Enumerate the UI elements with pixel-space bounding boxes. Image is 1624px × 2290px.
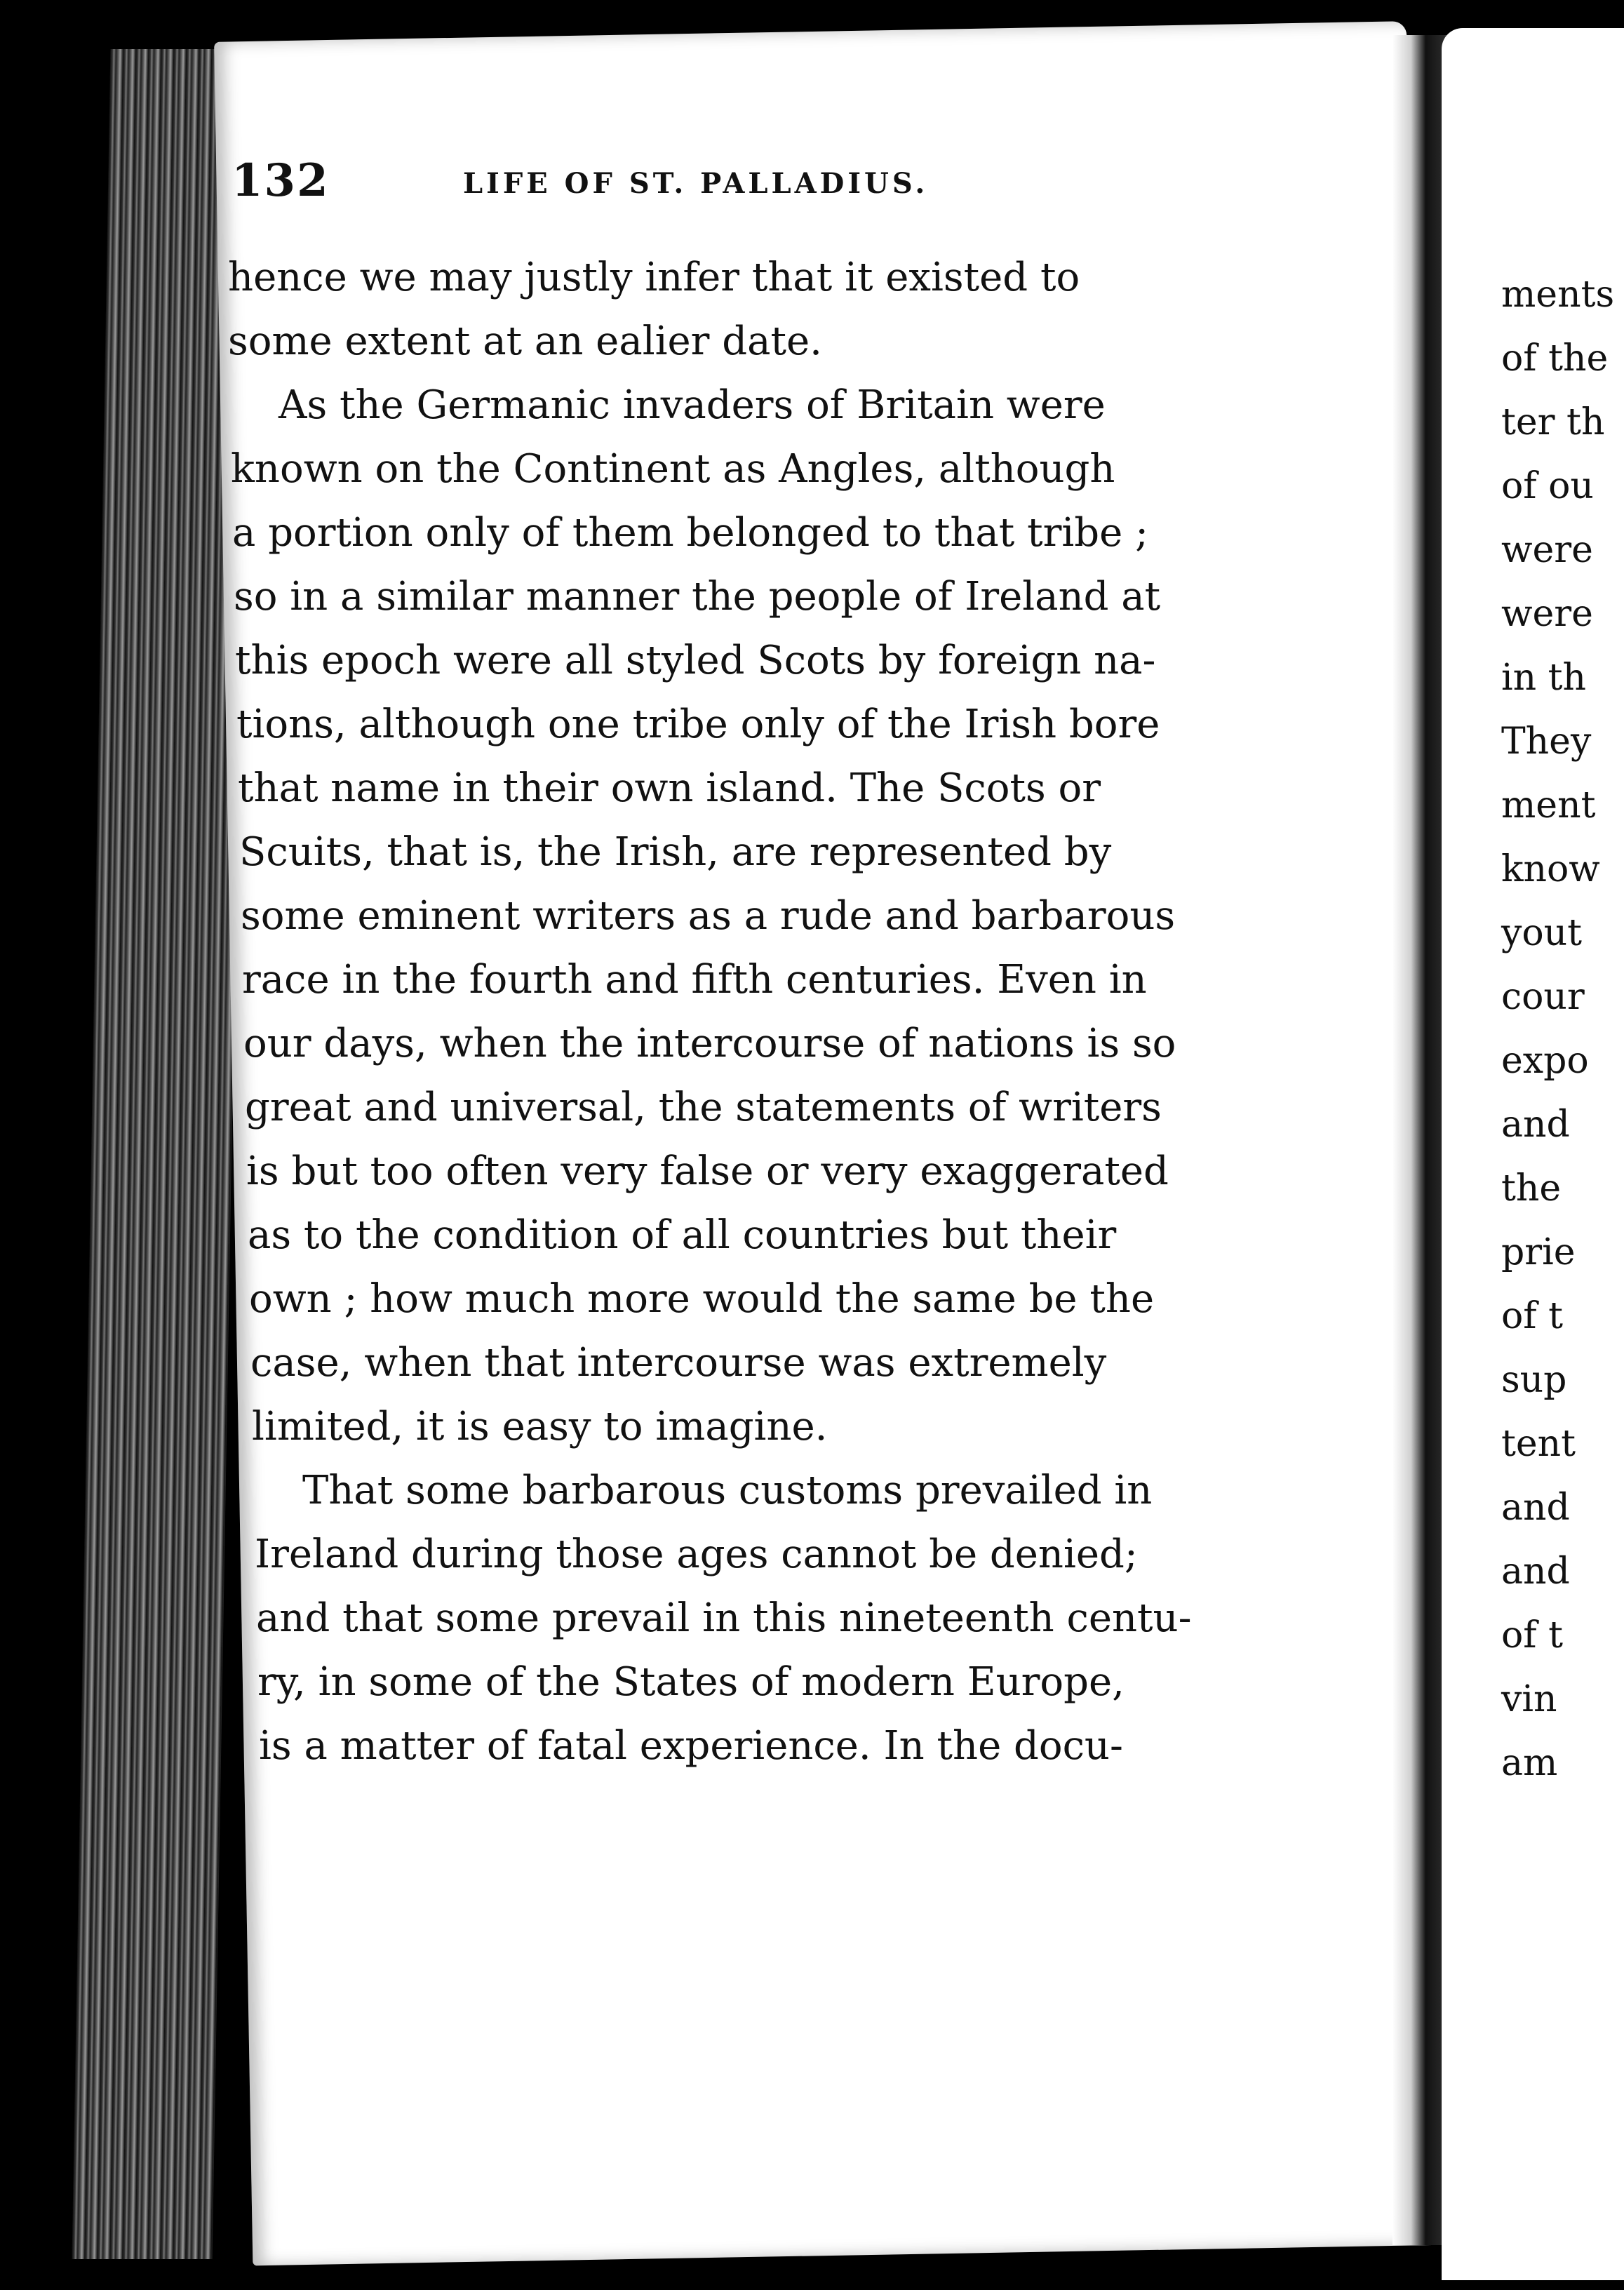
right-page-line: and	[1501, 1551, 1570, 1593]
right-page-line: were	[1501, 529, 1593, 571]
text-line: limited, it is easy to imagine.	[252, 1404, 828, 1449]
right-page-line: know	[1501, 848, 1600, 890]
body-text	[228, 246, 1371, 1778]
right-page-line: expo	[1501, 1040, 1589, 1082]
right-page-line: vin	[1501, 1678, 1557, 1720]
text-line: as to the condition of all countries but their	[248, 1212, 1117, 1258]
right-page-line: yout	[1501, 912, 1583, 954]
right-page-line: and	[1501, 1104, 1570, 1146]
header-title: LIFE OF ST. PALLADIUS.	[463, 167, 929, 200]
right-page-line: of ou	[1501, 465, 1594, 507]
right-page-line: ter th	[1501, 401, 1605, 443]
text-line: As the Germanic invaders of Britain were	[279, 382, 1106, 428]
text-line: That some barbarous customs prevailed in	[302, 1468, 1153, 1513]
right-page-line: am	[1501, 1742, 1558, 1784]
right-page-line: in th	[1501, 657, 1587, 699]
right-page-line: cour	[1501, 976, 1585, 1018]
right-page-line: They	[1501, 721, 1592, 763]
text-line: hence we may justly infer that it existed to	[228, 255, 1080, 300]
text-line: some extent at an ealier date.	[228, 319, 822, 364]
text-line: a portion only of them belonged to that tribe ;	[232, 510, 1148, 556]
text-line: own ; how much more would the same be the	[249, 1276, 1155, 1322]
right-page-line: of the	[1501, 337, 1609, 380]
page-number: 132	[231, 154, 330, 207]
text-line: that name in their own island. The Scots or	[238, 765, 1101, 811]
right-page-line: prie	[1501, 1231, 1576, 1273]
text-line: and that some prevail in this nineteenth centu-	[256, 1595, 1192, 1641]
text-line: tions, although one tribe only of the Irish bore	[236, 702, 1160, 747]
right-page-line: of t	[1501, 1295, 1563, 1337]
text-line: ry, in some of the States of modern Europe,	[257, 1659, 1125, 1705]
right-page-line: ment	[1501, 784, 1596, 826]
text-line: Scuits, that is, the Irish, are represented by	[239, 829, 1112, 875]
text-line: known on the Continent as Angles, although	[231, 446, 1115, 492]
text-line: Ireland during those ages cannot be denied;	[255, 1532, 1138, 1577]
text-line: some eminent writers as a rude and barbarous	[241, 893, 1176, 939]
right-page-text	[1501, 263, 1614, 1795]
text-line: our days, when the intercourse of nations is so	[243, 1021, 1176, 1066]
right-page-line: ments	[1501, 274, 1615, 316]
right-page-line: tent	[1501, 1423, 1576, 1465]
right-page-line: the	[1501, 1167, 1562, 1210]
text-line: great and universal, the statements of writers	[245, 1085, 1162, 1130]
text-line: this epoch were all styled Scots by foreign na-	[235, 638, 1156, 683]
right-page-line: of t	[1501, 1614, 1563, 1656]
right-page-line: and	[1501, 1487, 1570, 1529]
running-head	[231, 154, 1108, 239]
right-page-line: sup	[1501, 1359, 1567, 1401]
text-line: so in a similar manner the people of Ireland at	[234, 574, 1161, 620]
right-page-line: were	[1501, 593, 1593, 635]
text-line: race in the fourth and fifth centuries. Even in	[242, 957, 1147, 1003]
text-line: is but too often very false or very exaggerated	[246, 1149, 1169, 1194]
text-line: is a matter of fatal experience. In the docu-	[259, 1723, 1123, 1769]
text-line: case, when that intercourse was extremely	[250, 1340, 1107, 1386]
